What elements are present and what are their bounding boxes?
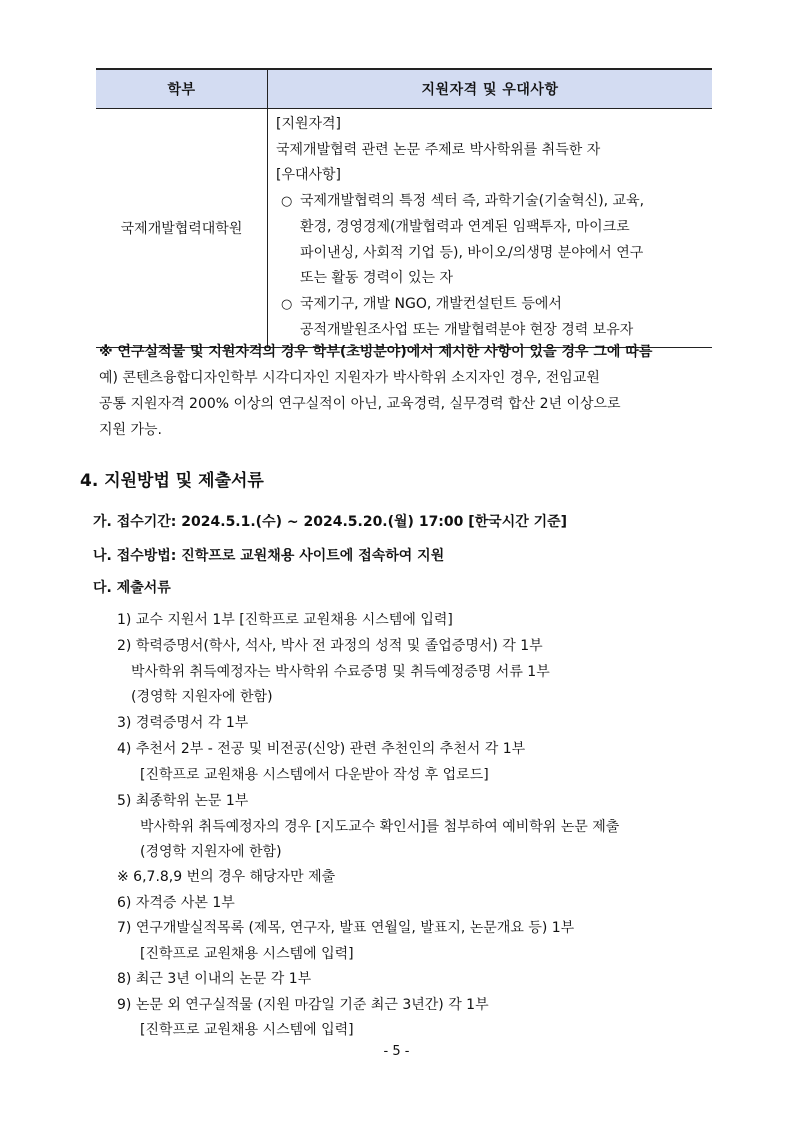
preference-bullet-2 <box>276 292 712 343</box>
preference-bullet-1 <box>276 189 712 292</box>
list-item: 8) 최근 3년 이내의 논문 각 1부 <box>117 971 312 987</box>
list-item: ※ 6,7.8,9 번의 경우 해당자만 제출 <box>117 869 336 885</box>
circle-bullet-icon: ○ <box>281 194 293 210</box>
list-item: 9) 논문 외 연구실적물 (지원 마감일 기준 최근 3년간) 각 1부 <box>117 997 489 1013</box>
section-title: 4. 지원방법 및 제출서류 <box>80 471 264 491</box>
header-department: 학부 <box>96 69 268 109</box>
note-line: 공통 지원자격 200% 이상의 연구실적이 아닌, 교육경력, 실무경력 합산 2년 이상으로 <box>99 396 621 412</box>
header-qualification: 지원자격 및 우대사항 <box>268 69 713 109</box>
bullet2-line: 국제기구, 개발 NGO, 개발컨설턴트 등에서 <box>300 295 562 312</box>
list-item: 4) 추천서 2부 - 전공 및 비전공(신앙) 관련 추천인의 추천서 각 1부 <box>117 741 526 757</box>
qual-text: 국제개발협력 관련 논문 주제로 박사학위를 취득한 자 <box>276 141 601 158</box>
bullet1-line: 파이낸싱, 사회적 기업 등), 바이오/의생명 분야에서 연구 <box>300 244 644 261</box>
page-number: - 5 - <box>383 1044 410 1059</box>
list-item: 박사학위 취득예정자는 박사학위 수료증명 및 취득예정증명 서류 1부 <box>131 664 550 680</box>
list-item: 박사학위 취득예정자의 경우 [지도교수 확인서]를 첨부하여 예비학위 논문 제출 <box>140 819 620 835</box>
note-line: 예) 콘텐츠융합디자인학부 시각디자인 지원자가 박사학위 소지자인 경우, 전임교원 <box>99 370 600 386</box>
list-item: 6) 자격증 사본 1부 <box>117 895 235 911</box>
list-item: 7) 연구개발실적목록 (제목, 연구자, 발표 연월일, 발표지, 논문개요 등) 1부 <box>117 920 575 936</box>
list-item: (경영학 지원자에 한함) <box>131 689 273 705</box>
list-item: (경영학 지원자에 한함) <box>140 844 282 860</box>
bullet1-line: 국제개발협력의 특정 섹터 즉, 과학기술(기술혁신), 교육, <box>300 193 645 210</box>
list-item: [진학프로 교원채용 시스템에 입력] <box>140 946 354 962</box>
bullet1-line: 환경, 경영경제(개발협력과 연계된 임팩투자, 마이크로 <box>300 218 630 235</box>
circle-bullet-icon: ○ <box>281 296 293 312</box>
note-bold-line: ※ 연구실적물 및 지원자격의 경우 학부(초빙분야)에서 제시한 사항이 있을 경우 그에 따름 <box>99 344 653 360</box>
qual-label: [지원자격] <box>276 116 342 132</box>
list-item: [진학프로 교원채용 시스템에서 다운받아 작성 후 업로드] <box>140 767 489 783</box>
bullet1-line: 또는 활동 경력이 있는 자 <box>300 270 454 287</box>
documents-heading: 다. 제출서류 <box>93 580 171 596</box>
list-item: 1) 교수 지원서 1부 [진학프로 교원채용 시스템에 입력] <box>117 612 453 628</box>
bullet2-line: 공적개발원조사업 또는 개발협력분야 현장 경력 보유자 <box>300 321 634 338</box>
method-line: 나. 접수방법: 진학프로 교원채용 사이트에 접속하여 지원 <box>93 548 445 564</box>
note-line: 지원 가능. <box>99 422 162 438</box>
table-row <box>96 109 712 348</box>
list-item: 2) 학력증명서(학사, 석사, 박사 전 과정의 성적 및 졸업증명서) 각 1부 <box>117 638 543 654</box>
table-header-row <box>96 69 712 109</box>
list-item: 3) 경력증명서 각 1부 <box>117 715 249 731</box>
department-cell: 국제개발협력대학원 <box>96 109 268 348</box>
pref-label: [우대사항] <box>276 167 342 184</box>
period-line: 가. 접수기간: 2024.5.1.(수) ~ 2024.5.20.(월) 17:00 [한국시간 기준] <box>93 514 568 530</box>
qualification-cell <box>268 109 713 348</box>
list-item: [진학프로 교원채용 시스템에 입력] <box>140 1022 354 1038</box>
qualification-table <box>96 68 712 348</box>
list-item: 5) 최종학위 논문 1부 <box>117 793 249 809</box>
